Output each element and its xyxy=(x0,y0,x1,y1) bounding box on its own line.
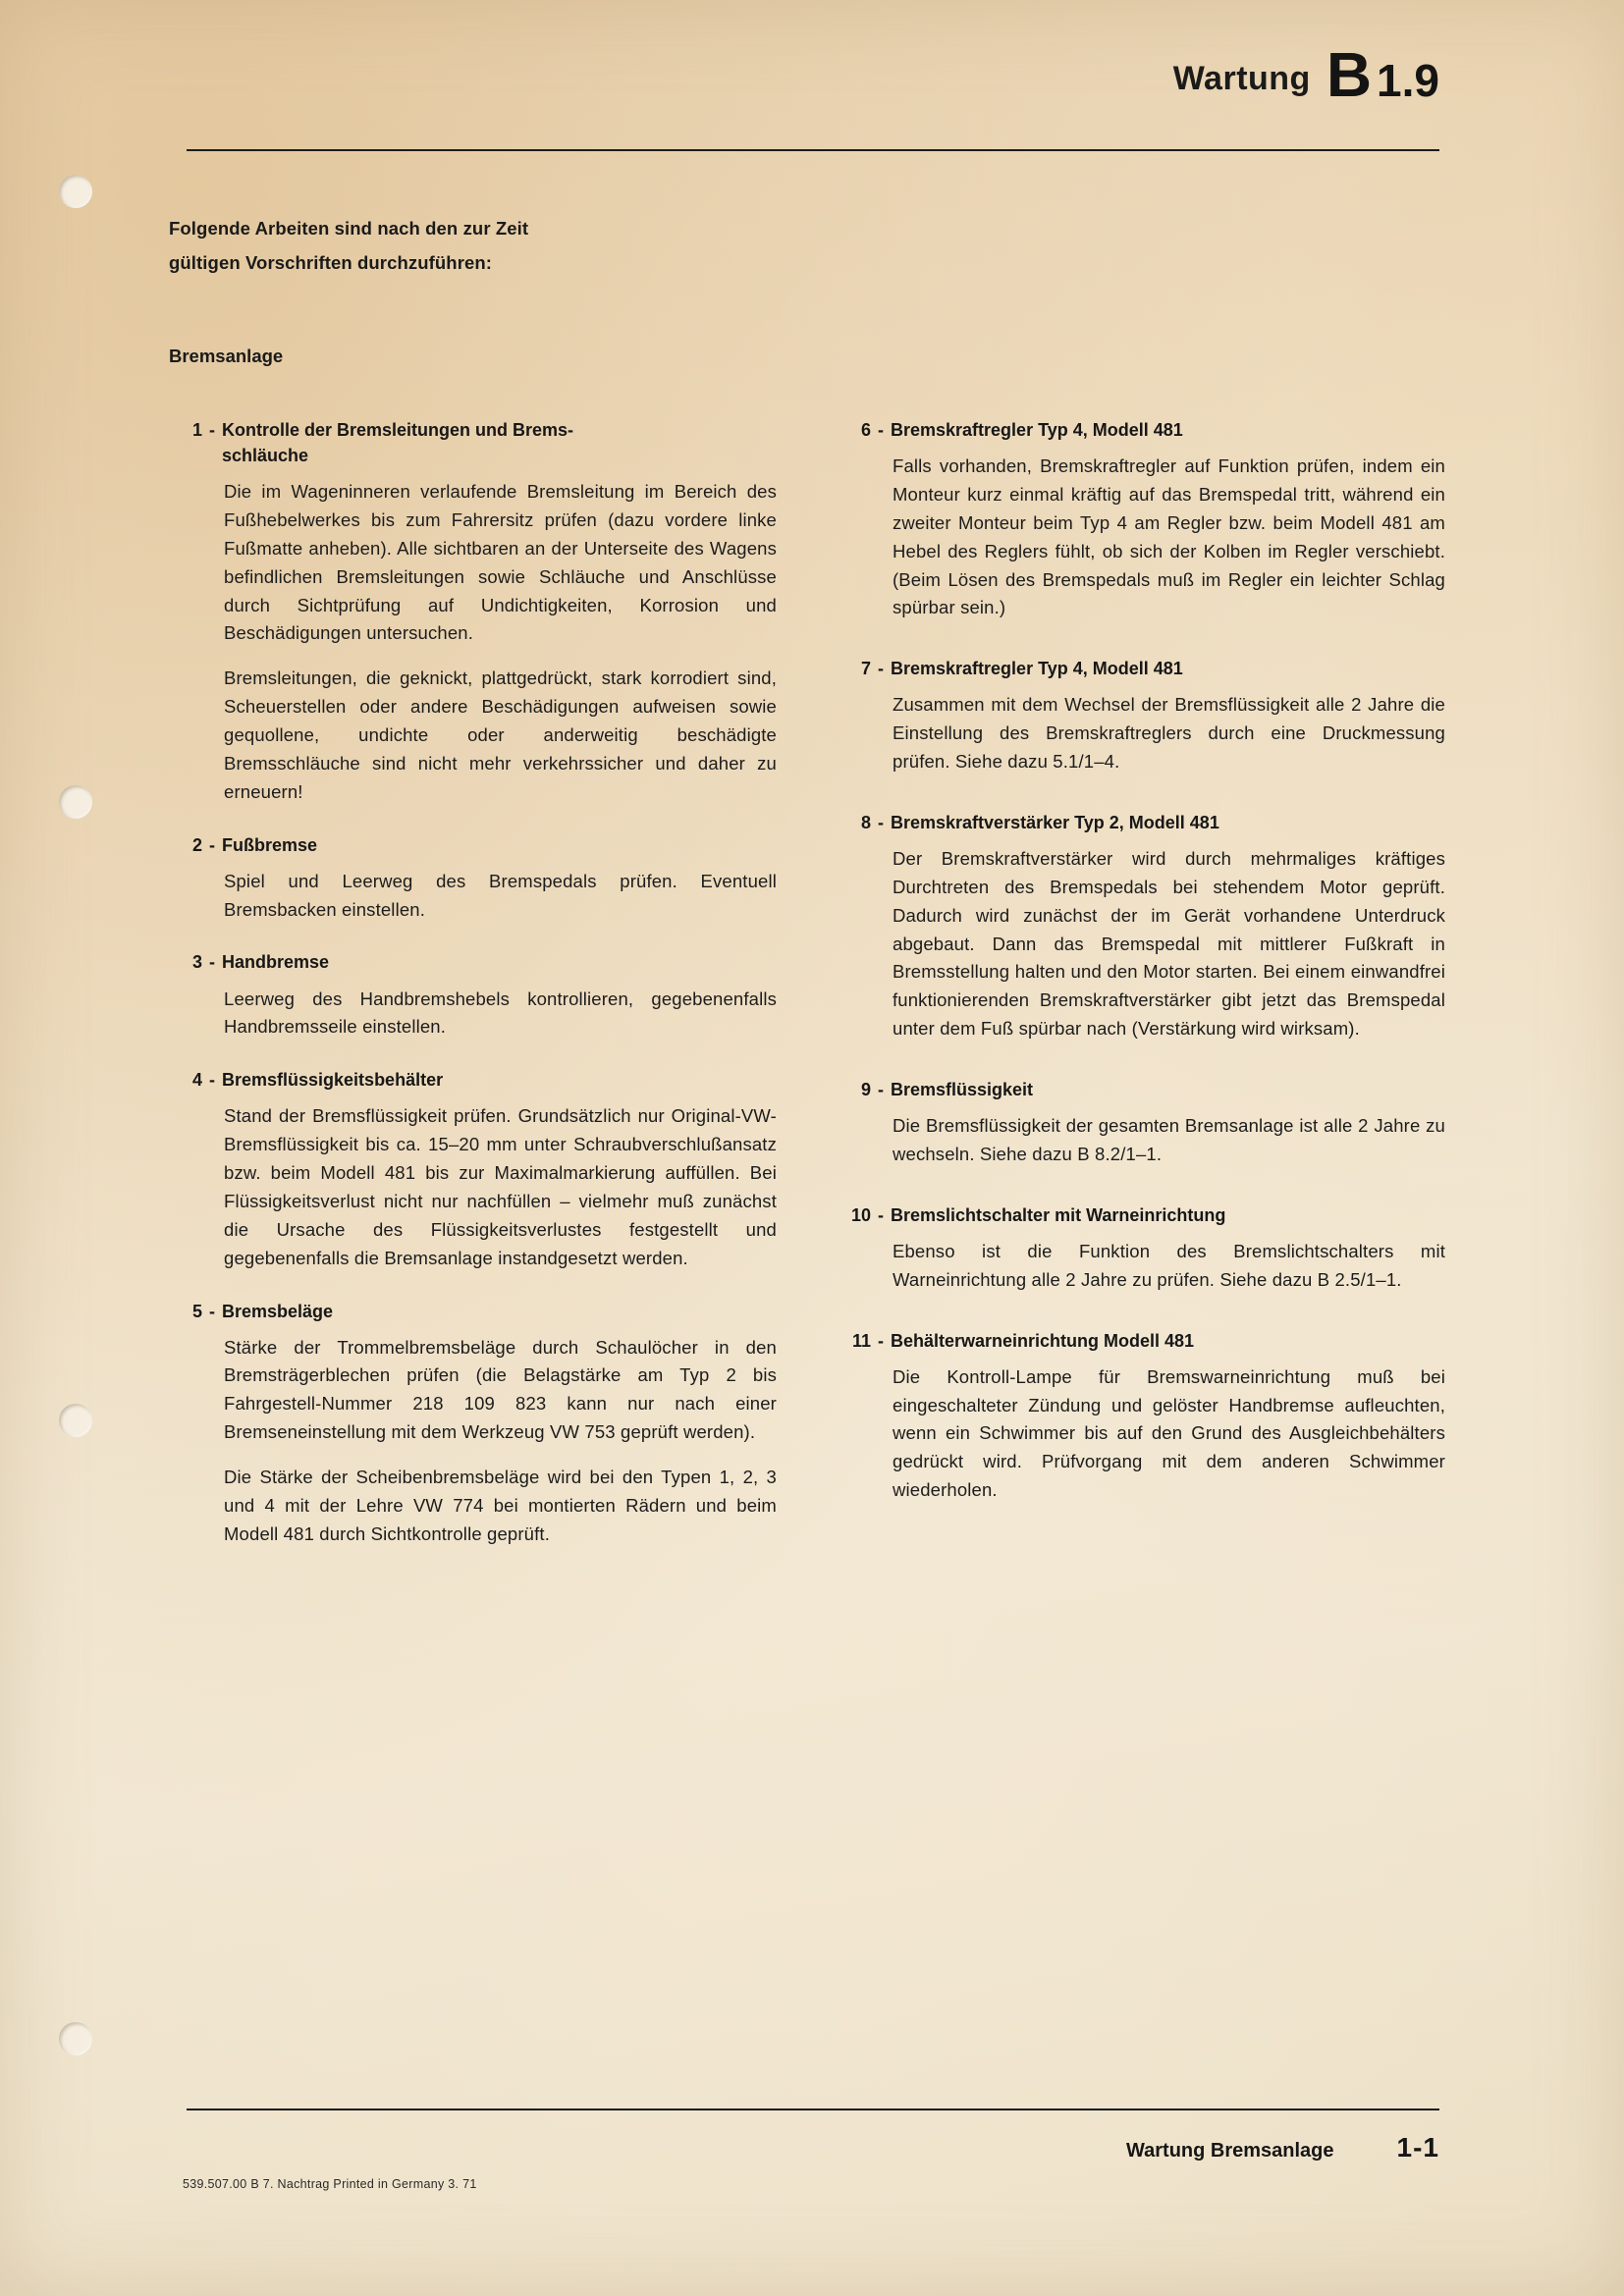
checklist-item-header xyxy=(169,417,777,468)
checklist-item-header xyxy=(838,810,1445,835)
checklist-item xyxy=(169,832,777,925)
punch-hole-icon xyxy=(59,1404,92,1437)
checklist-item-title: Bremskraftverstärker Typ 2, Modell 481 xyxy=(891,812,1219,832)
checklist-item-paragraph: Stand der Bremsflüssigkeit prüfen. Grundsätzlich nur Original-VW-Bremsflüssigkeit bis ca. 15–20 mm unter Schraubverschlußansatz bzw. beim Modell 481 bis zur Maximalmarkierung auffüllen. Bei Flüssigkeitsverlust nicht nur nachfüllen – vielmehr muß zunächst die Ursache des Flüssigkeitsverlustes festgestellt und gegebenenfalls die Bremsanlage instandgesetzt werden. xyxy=(224,1105,777,1268)
checklist-item-dash: - xyxy=(209,952,215,973)
checklist-item-title: Handbremse xyxy=(222,952,330,973)
checklist-item-dash: - xyxy=(878,812,884,832)
checklist-item-dash: - xyxy=(878,659,884,679)
checklist-item-dash: - xyxy=(878,1204,884,1225)
checklist-item xyxy=(169,417,777,807)
checklist-item-paragraph: Die Bremsflüssigkeit der gesamten Bremsanlage ist alle 2 Jahre zu wechseln. Siehe dazu B 8.2/1–1. xyxy=(893,1115,1445,1164)
footer-page-number: 1-1 xyxy=(1396,2132,1439,2163)
checklist-item-paragraph: Spiel und Leerweg des Bremspedals prüfen. Eventuell Bremsbacken einstellen. xyxy=(224,870,777,920)
checklist-item-title: Bremskraftregler Typ 4, Modell 481 xyxy=(891,659,1183,679)
checklist-item-header xyxy=(169,832,777,858)
right-column xyxy=(838,417,1445,1575)
checklist-item-number: 6 xyxy=(860,420,871,440)
checklist-item-header xyxy=(169,1299,777,1324)
checklist-item-header xyxy=(838,656,1445,681)
checklist-item-dash: - xyxy=(209,1301,215,1321)
checklist-item-dash: - xyxy=(209,420,215,440)
punch-hole-icon xyxy=(59,785,92,819)
checklist-item-number: 3 xyxy=(191,952,202,973)
checklist-item-title: Fußbremse xyxy=(222,834,318,855)
content-columns xyxy=(169,417,1445,1575)
checklist-item xyxy=(838,1328,1445,1505)
checklist-item-paragraph: Bremsleitungen, die geknickt, plattgedrückt, stark korrodiert sind, Scheuerstellen oder andere Beschädigungen aufweisen sowie gequollene, undichte oder anderweitig beschädigte Bremsschläuche sind nicht mehr verkehrssicher und daher zu erneuern! xyxy=(224,667,777,802)
checklist-item-header xyxy=(838,417,1445,443)
page-header xyxy=(1172,39,1439,110)
checklist-item-paragraph: Die Stärke der Scheibenbremsbeläge wird bei den Typen 1, 2, 3 und 4 mit der Lehre VW 774 bei montierten Rädern und beim Modell 481 durch Sichtkontrolle geprüft. xyxy=(224,1467,777,1544)
checklist-item xyxy=(169,1067,777,1272)
checklist-item-title: Bremsflüssigkeitsbehälter xyxy=(222,1070,444,1091)
section-heading: Bremsanlage xyxy=(169,346,284,366)
intro-text xyxy=(169,211,778,280)
checklist-item-title: Bremsflüssigkeit xyxy=(891,1080,1034,1100)
checklist-item-number: 11 xyxy=(851,1330,871,1351)
checklist-item-number: 5 xyxy=(191,1301,202,1321)
checklist-item-dash: - xyxy=(209,834,215,855)
footer-imprint: 539.507.00 B 7. Nachtrag Printed in Germany 3. 71 xyxy=(183,2177,477,2191)
page-footer xyxy=(1126,2132,1439,2163)
checklist-item xyxy=(169,1299,777,1549)
punch-hole-icon xyxy=(59,175,92,208)
checklist-item-header xyxy=(838,1077,1445,1102)
checklist-item-number: 2 xyxy=(191,834,202,855)
checklist-item-paragraph: Ebenso ist die Funktion des Bremslichtschalters mit Warneinrichtung alle 2 Jahre zu prüfen. Siehe dazu B 2.5/1–1. xyxy=(893,1240,1445,1290)
checklist-item-dash: - xyxy=(878,420,884,440)
header-number: 1.9 xyxy=(1377,55,1439,106)
checklist-item-header xyxy=(838,1328,1445,1354)
checklist-item-paragraph: Zusammen mit dem Wechsel der Bremsflüssigkeit alle 2 Jahre die Einstellung des Bremskraftreglers durch eine Druckmessung prüfen. Siehe dazu 5.1/1–4. xyxy=(893,694,1445,773)
checklist-item-paragraph: Die im Wageninneren verlaufende Bremsleitung im Bereich des Fußhebelwerkes bis zum Fahrersitz prüfen (dazu vordere linke Fußmatte anheben). Alle sichtbaren an der Unterseite des Wagens befindlichen Bremsleitungen sowie Schläuche und Anschlüsse durch Sichtprüfung auf Undichtigkeiten, Korrosion und Beschädigungen untersuchen. xyxy=(224,481,777,644)
header-title: Wartung xyxy=(1172,59,1311,97)
checklist-item-number: 7 xyxy=(860,659,871,679)
checklist-item-dash: - xyxy=(209,1070,215,1091)
checklist-item xyxy=(838,656,1445,776)
checklist-item xyxy=(169,949,777,1041)
checklist-item-header xyxy=(169,949,777,975)
checklist-item-title: Bremskraftregler Typ 4, Modell 481 xyxy=(891,420,1183,440)
checklist-item-number: 10 xyxy=(850,1204,871,1225)
checklist-item-header xyxy=(838,1202,1445,1228)
checklist-item-title: Behälterwarneinrichtung Modell 481 xyxy=(891,1330,1195,1351)
left-column xyxy=(169,417,777,1575)
checklist-item-number: 9 xyxy=(860,1080,871,1100)
header-section-code xyxy=(1326,39,1439,110)
checklist-item-paragraph: Falls vorhanden, Bremskraftregler auf Funktion prüfen, indem ein Monteur kurz einmal kräftig auf das Bremspedal tritt, während ein zweiter Monteur beim Typ 4 am Regler bzw. beim Modell 481 am Hebel des Reglers fühlt, ob sich der Kolben im Regler verschiebt. (Beim Lösen des Bremspedals muß im Regler ein leichter Schlag spürbar sein.) xyxy=(893,455,1445,618)
footer-divider xyxy=(187,2109,1439,2110)
header-letter: B xyxy=(1326,39,1373,110)
checklist-item xyxy=(838,1202,1445,1295)
checklist-item xyxy=(838,810,1445,1043)
checklist-item-paragraph: Die Kontroll-Lampe für Bremswarneinrichtung muß bei eingeschalteter Zündung und gelöster Handbremse aufleuchten, wenn ein Schwimmer bis auf den Grund des Ausgleichbehälters gedrückt wird. Prüfvorgang mit dem anderen Schwimmer wiederholen. xyxy=(893,1365,1445,1501)
punch-hole-icon xyxy=(59,2022,92,2056)
checklist-item-title: Kontrolle der Bremsleitungen und Brems- schläuche xyxy=(222,420,574,466)
footer-label: Wartung Bremsanlage xyxy=(1126,2140,1334,2162)
checklist-item-dash: - xyxy=(878,1080,884,1100)
checklist-item-paragraph: Stärke der Trommelbremsbeläge durch Schaulöcher in den Bremsträgerblechen prüfen (die Belagstärke am Typ 2 bis Fahrgestell-Nummer 218 109 823 kann nur nach einer Bremseneinstellung mit dem Werkzeug VW 753 geprüft werden). xyxy=(224,1336,777,1443)
checklist-item-title: Bremslichtschalter mit Warneinrichtung xyxy=(891,1204,1226,1225)
intro-line-1: Folgende Arbeiten sind nach den zur Zeit xyxy=(169,218,529,239)
checklist-item xyxy=(838,417,1445,622)
header-divider xyxy=(187,149,1439,151)
intro-line-2: gültigen Vorschriften durchzuführen: xyxy=(169,252,493,274)
checklist-item-dash: - xyxy=(878,1330,884,1351)
checklist-item-number: 8 xyxy=(860,812,871,832)
checklist-item-number: 1 xyxy=(191,420,202,440)
checklist-item-number: 4 xyxy=(191,1070,202,1091)
checklist-item-header xyxy=(169,1067,777,1093)
checklist-item-title: Bremsbeläge xyxy=(222,1301,334,1321)
checklist-item-paragraph: Leerweg des Handbremshebels kontrollieren, gegebenenfalls Handbremsseile einstellen. xyxy=(224,988,777,1038)
checklist-item-paragraph: Der Bremskraftverstärker wird durch mehrmaliges kräftiges Durchtreten des Bremspedals bei stehendem Motor geprüft. Dadurch wird zunächst der im Gerät vorhandene Unterdruck abgebaut. Dann das Bremspedal mit mittlerer Fußkraft in Bremsstellung halten und den Motor starten. Bei einem einwandfrei funktionierenden Bremskraftverstärker gibt jetzt das Bremspedal unter dem Fuß spürbar nach (Verstärkung wird wirksam). xyxy=(893,848,1445,1040)
checklist-item xyxy=(838,1077,1445,1169)
